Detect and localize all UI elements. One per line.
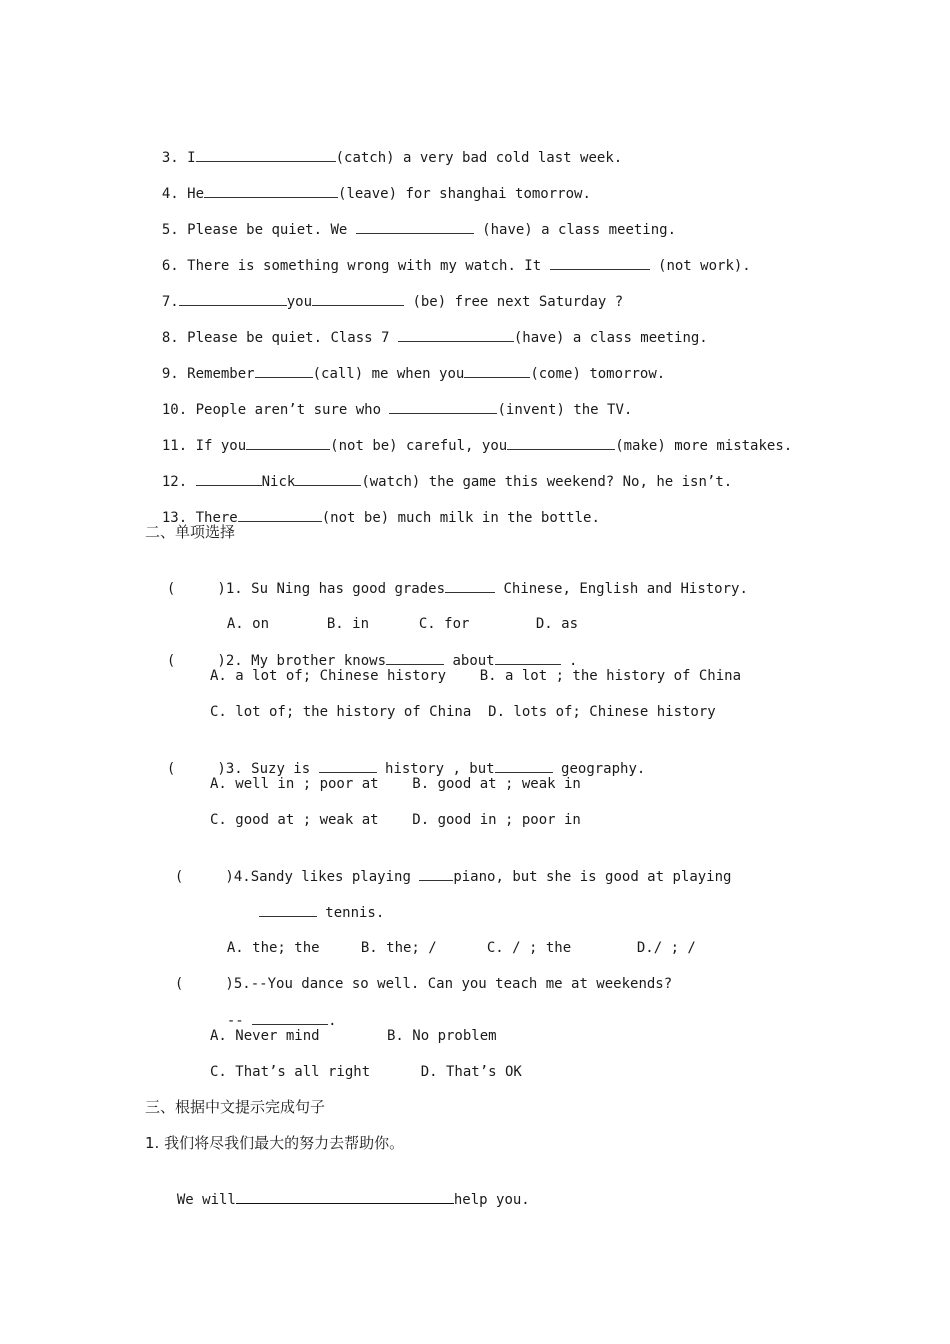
answer-blank[interactable]	[236, 1189, 454, 1204]
question-7: 7. you (be) free next Saturday ?	[145, 271, 623, 312]
mc-question-2: ( )2. My brother knows about .	[150, 630, 577, 671]
blank[interactable]	[179, 291, 287, 306]
question-10: 10. People aren’t sure who (invent) the TV.	[145, 379, 632, 420]
blank[interactable]	[356, 219, 474, 234]
blank[interactable]	[495, 650, 561, 665]
option-a[interactable]: A. on	[226, 616, 270, 632]
option-c[interactable]: C. for	[418, 616, 470, 632]
mc-question-5-options-row1[interactable]: A. Never mind B. No problem	[210, 1028, 497, 1044]
question-13: 13. There (not be) much milk in the bottle.	[145, 487, 600, 528]
blank[interactable]	[419, 866, 453, 881]
section-2-title: 二、单项选择	[145, 523, 236, 541]
option-b[interactable]: B. the; /	[360, 940, 437, 956]
blank[interactable]	[386, 650, 444, 665]
question-4: 4. He (leave) for shanghai tomorrow.	[145, 163, 591, 204]
blank[interactable]	[398, 327, 514, 342]
mc-question-5-options-row2[interactable]: C. That’s all right D. That’s OK	[210, 1064, 522, 1080]
blank[interactable]	[464, 363, 530, 378]
blank[interactable]	[238, 507, 322, 522]
blank[interactable]	[196, 147, 336, 162]
section-3-title: 三、根据中文提示完成句子	[145, 1098, 326, 1116]
blank[interactable]	[312, 291, 404, 306]
option-b[interactable]: B. in	[326, 616, 370, 632]
blank[interactable]	[295, 471, 361, 486]
question-12: 12. Nick (watch) the game this weekend? No, he isn’t.	[145, 451, 732, 492]
blank[interactable]	[246, 435, 330, 450]
mc-question-1: ( )1. Su Ning has good grades Chinese, English and History.	[150, 558, 748, 599]
blank[interactable]	[507, 435, 615, 450]
option-c[interactable]: C. / ; the	[486, 940, 572, 956]
question-6: 6. There is something wrong with my watch. It (not work).	[145, 235, 751, 276]
translation-answer-1: We will help you.	[160, 1169, 530, 1210]
mc-question-4-cont: tennis.	[242, 882, 384, 923]
blank[interactable]	[319, 758, 377, 773]
blank[interactable]	[196, 471, 262, 486]
question-11: 11. If you (not be) careful, you (make) more mistakes.	[145, 415, 792, 456]
question-5: 5. Please be quiet. We (have) a class meeting.	[145, 199, 676, 240]
blank[interactable]	[495, 758, 553, 773]
translation-question-1: 1. 我们将尽我们最大的努力去帮助你。	[145, 1134, 405, 1152]
option-a[interactable]: A. the; the	[226, 940, 320, 956]
option-d[interactable]: D. as	[535, 616, 579, 632]
mc-question-2-options-row1[interactable]: A. a lot of; Chinese history B. a lot ; the history of China	[210, 668, 742, 684]
mc-question-4-options	[210, 918, 696, 958]
blank[interactable]	[255, 363, 313, 378]
blank[interactable]	[252, 1010, 328, 1025]
blank[interactable]	[204, 183, 338, 198]
mc-question-3: ( )3. Suzy is history , but geography.	[150, 738, 645, 779]
question-3: 3. I (catch) a very bad cold last week.	[145, 127, 622, 168]
blank[interactable]	[445, 578, 495, 593]
mc-question-5: ( )5.--You dance so well. Can you teach me at weekends?	[174, 976, 673, 992]
question-8: 8. Please be quiet. Class 7 (have) a class meeting.	[145, 307, 708, 348]
blank[interactable]	[259, 902, 317, 917]
blank[interactable]	[389, 399, 497, 414]
mc-question-3-options-row1[interactable]: A. well in ; poor at B. good at ; weak in	[210, 776, 581, 792]
mc-question-3-options-row2[interactable]: C. good at ; weak at D. good in ; poor in	[210, 812, 581, 828]
mc-question-4: ( )4.Sandy likes playing piano, but she is good at playing	[158, 846, 731, 887]
blank[interactable]	[550, 255, 650, 270]
mc-question-2-options-row2[interactable]: C. lot of; the history of China D. lots of; Chinese history	[210, 704, 716, 720]
mc-question-1-options	[210, 594, 578, 634]
option-d[interactable]: D./ ; /	[636, 940, 696, 956]
mc-question-5-response: -- .	[210, 990, 337, 1031]
question-9: 9. Remember (call) me when you (come) tomorrow.	[145, 343, 665, 384]
